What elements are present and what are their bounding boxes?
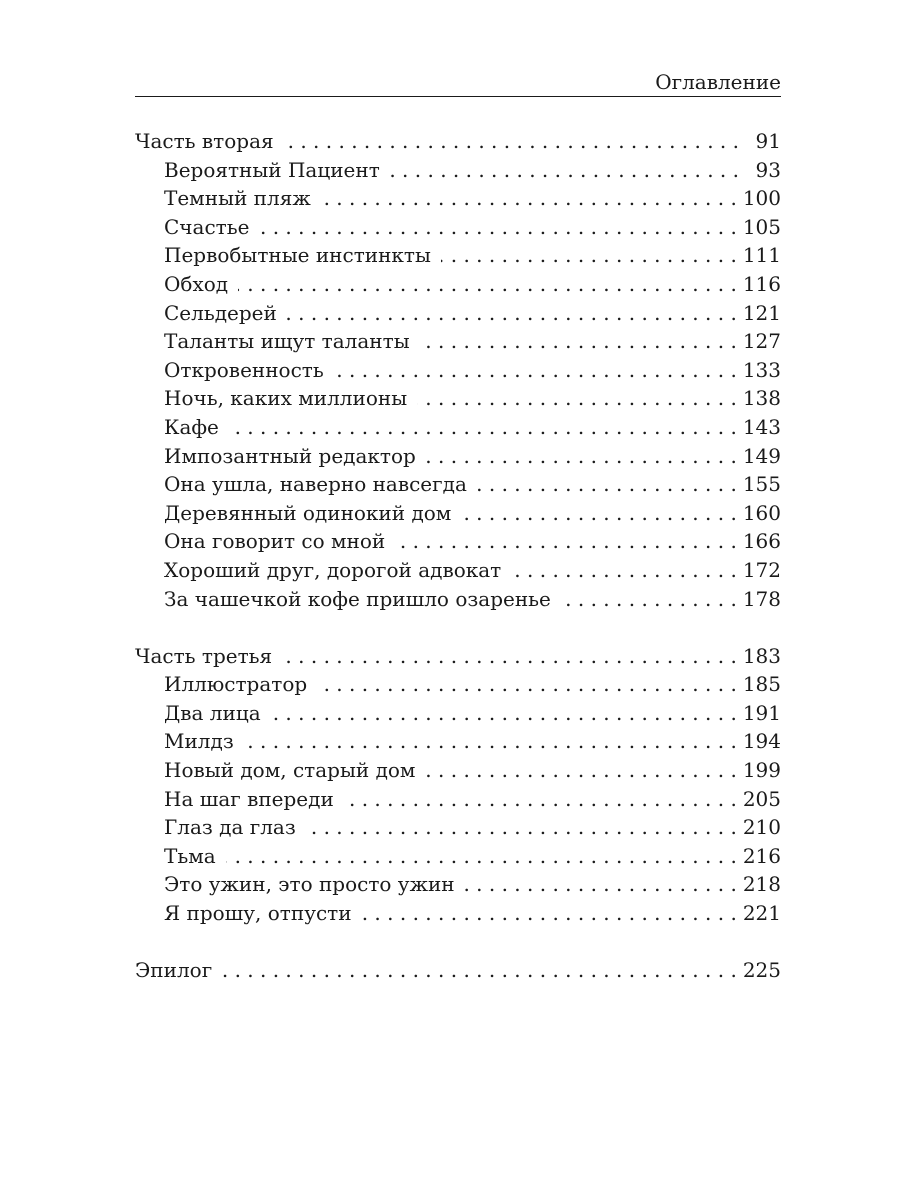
page-number: 194 [742,729,781,754]
toc-chapter-entry [135,842,781,871]
chapter-title: Два лица [164,700,261,725]
dot-leader [425,756,736,785]
toc-chapter-entry [135,270,781,299]
page-number: 138 [742,386,781,411]
page-number: 172 [742,557,781,582]
dot-leader [229,413,737,442]
dot-leader [244,727,737,756]
toc-chapter-entry [135,156,781,185]
page-number: 116 [742,271,781,296]
chapter-title: Тьма [164,843,216,868]
chapter-title: Иллюстратор [164,672,308,697]
toc-section [135,642,781,928]
dot-leader [287,299,737,328]
toc-chapter-entry [135,499,781,528]
dot-leader [477,470,737,499]
toc-chapter-entry [135,727,781,756]
chapter-title: Счастье [164,214,250,239]
page-number: 199 [742,758,781,783]
dot-leader [284,127,739,156]
page-number: 178 [742,586,781,611]
dot-leader [420,327,737,356]
chapter-title: Таланты ищут таланты [164,329,410,354]
chapter-title: На шаг впереди [164,786,334,811]
dot-leader [465,870,737,899]
toc-chapter-entry [135,813,781,842]
toc-chapter-entry [135,756,781,785]
page-number: 155 [742,472,781,497]
page-number: 149 [742,443,781,468]
dot-leader [321,184,737,213]
dot-leader [271,699,737,728]
toc-chapter-entry [135,241,781,270]
part-title: Часть третья [135,643,273,668]
toc-chapter-entry [135,585,781,614]
toc-chapter-entry [135,785,781,814]
page-number: 143 [742,414,781,439]
toc-chapter-entry [135,213,781,242]
toc-chapter-entry [135,870,781,899]
chapter-title: Глаз да глаз [164,815,296,840]
toc-chapter-entry [135,413,781,442]
chapter-title: Кафе [164,414,219,439]
chapter-title: Сельдерей [164,300,277,325]
running-head-title: Оглавление [655,70,781,94]
chapter-title: Обход [164,271,229,296]
dot-leader [222,956,737,985]
dot-leader [461,499,736,528]
dot-leader [344,785,737,814]
part-title: Эпилог [135,958,213,983]
toc-chapter-entry [135,556,781,585]
toc-part-heading [135,127,781,156]
page-number: 111 [742,243,781,268]
toc-part-heading [135,956,781,985]
chapter-title: Милдз [164,729,234,754]
dot-leader [390,156,739,185]
dot-leader [395,527,737,556]
page-number: 127 [742,329,781,354]
page-number: 216 [742,843,781,868]
page-number: 218 [742,872,781,897]
chapter-title: Темный пляж [164,186,311,211]
chapter-title: Хороший друг, дорогой адвокат [164,557,502,582]
toc-chapter-entry [135,699,781,728]
chapter-title: Она говорит со мной [164,529,386,554]
toc-section [135,127,781,613]
chapter-title: Она ушла, наверно навсегда [164,472,467,497]
page-number: 221 [742,901,781,926]
chapter-title: Деревянный одинокий дом [164,500,452,525]
page-number: 91 [755,129,781,153]
page-number: 205 [742,786,781,811]
dot-leader [417,384,737,413]
toc-chapter-entry [135,470,781,499]
dot-leader [561,585,737,614]
toc-chapter-entry [135,442,781,471]
dot-leader [426,442,737,471]
chapter-title: Это ужин, это просто ужин [164,872,455,897]
page-number: 133 [742,357,781,382]
toc-chapter-entry [135,899,781,928]
page-number: 93 [755,157,781,182]
toc-section [135,956,781,985]
dot-leader [282,642,737,671]
toc-chapter-entry [135,384,781,413]
toc-chapter-entry [135,327,781,356]
toc-chapter-entry [135,670,781,699]
table-of-contents [135,127,781,1013]
page-number: 191 [742,700,781,725]
chapter-title: За чашечкой кофе пришло озаренье [164,586,551,611]
page-number: 100 [742,186,781,211]
chapter-title: Откровенность [164,357,324,382]
dot-leader [306,813,737,842]
toc-chapter-entry [135,184,781,213]
toc-chapter-entry [135,356,781,385]
dot-leader [441,241,737,270]
chapter-title: Импозантный редактор [164,443,416,468]
dot-leader [226,842,737,871]
page-number: 225 [742,958,781,983]
toc-chapter-entry [135,527,781,556]
dot-leader [362,899,737,928]
dot-leader [511,556,737,585]
page-number: 121 [742,300,781,325]
header-rule [135,96,781,97]
chapter-title: Ночь, каких миллионы [164,386,408,411]
page-number: 105 [742,214,781,239]
book-page [135,0,781,1200]
part-title: Часть вторая [135,129,274,153]
page-number: 160 [742,500,781,525]
page-number: 183 [742,643,781,668]
chapter-title: Первобытные инстинкты [164,243,431,268]
dot-leader [238,270,737,299]
toc-chapter-entry [135,299,781,328]
page-number: 210 [742,815,781,840]
page-number: 166 [742,529,781,554]
dot-leader [317,670,737,699]
chapter-title: Новый дом, старый дом [164,758,416,783]
chapter-title: Я прошу, отпусти [164,901,352,926]
page-number: 185 [742,672,781,697]
chapter-title: Вероятный Пациент [164,157,380,182]
toc-part-heading [135,642,781,671]
dot-leader [259,213,736,242]
dot-leader [334,356,737,385]
